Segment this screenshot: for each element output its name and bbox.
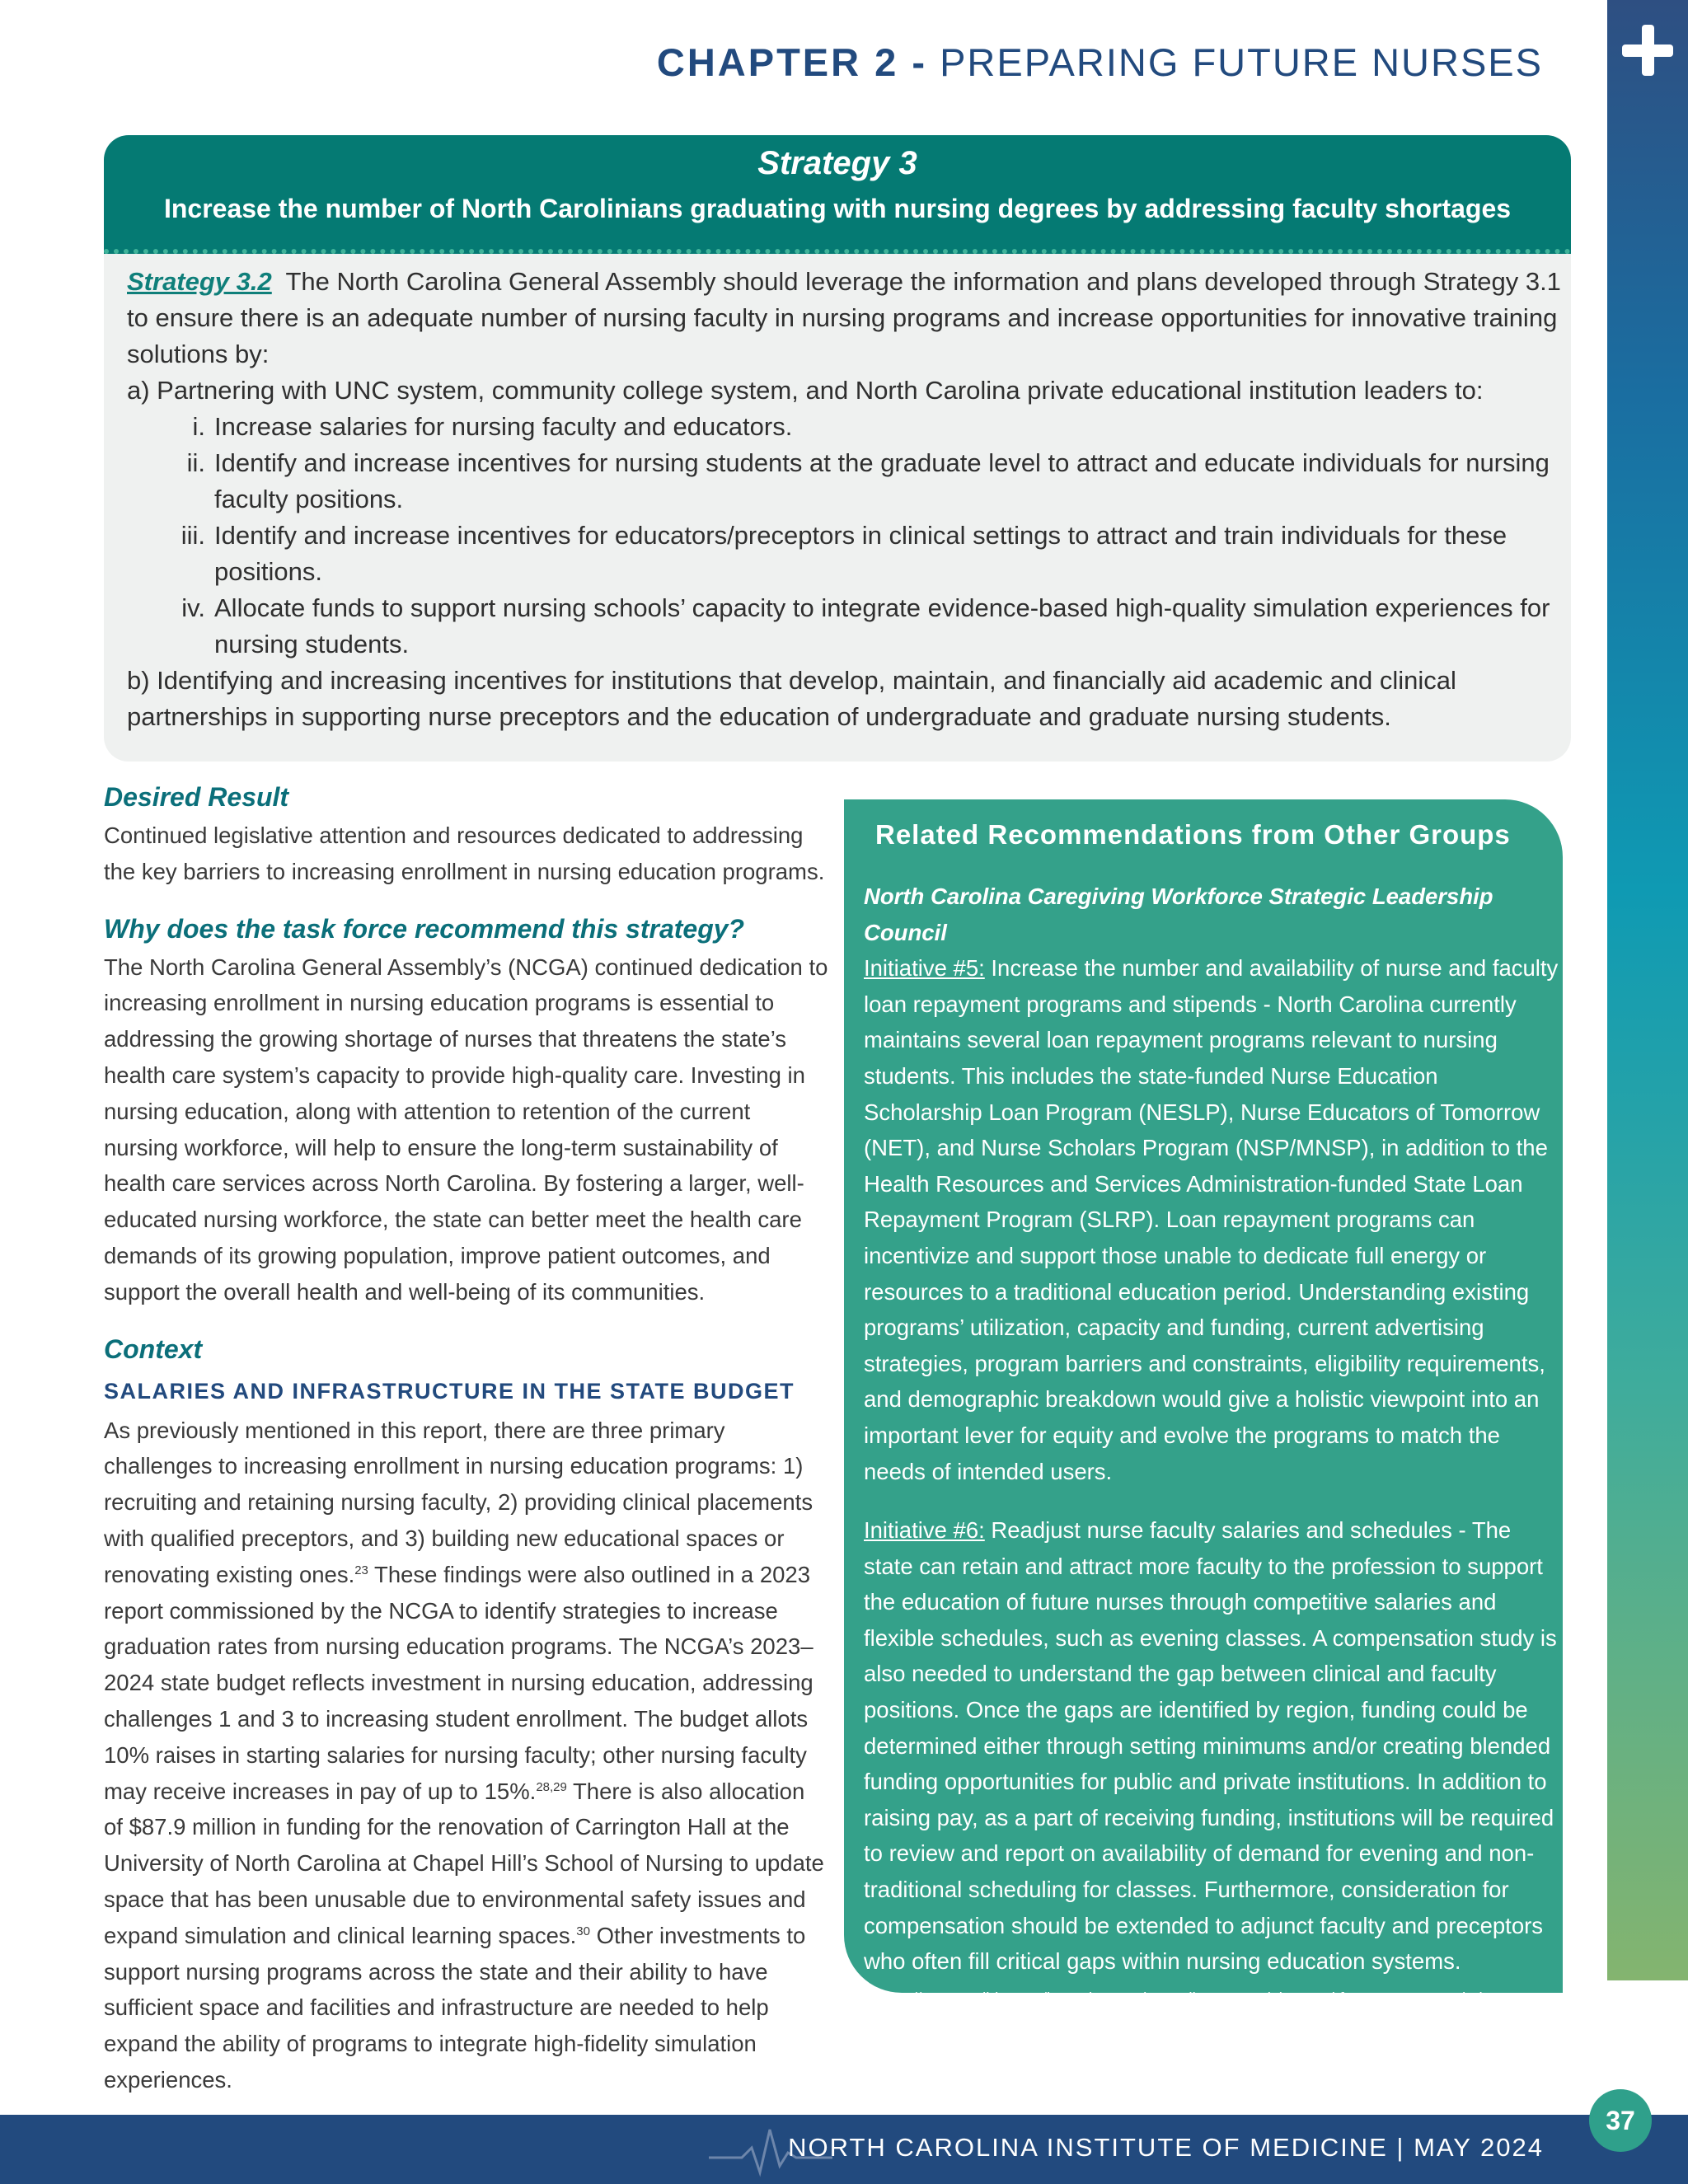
strategy-box: [104, 135, 1571, 762]
desired-result-text: Continued legislative attention and resources dedicated to addressing the key barriers to increasing enrollment in nursing education programs.: [104, 823, 825, 884]
initiative-5-text: Increase the number and availability of nurse and faculty loan repayment programs and stipends - North Carolina currently maintains several loan repayment programs relevant to nursing students. This includes the state-funded Nurse Education Scholarship Loan Program (NESLP), Nurse Educators of Tomorrow (NET), and Nurse Scholars Program (NSP/MNSP), in addition to the Health Resources and Services Administration-funded State Loan Repayment Program (SLRP). Loan repayment programs can incentivize and support those unable to dedicate full energy or resources to a traditional education period. Understanding existing programs’ utilization, capacity and funding, current advertising strategies, program barriers and constraints, eligibility requirements, and demographic breakdown would give a holistic viewpoint into an important lever for equity and evolve the programs to match the needs of intended users.: [864, 955, 1559, 1484]
context-part: Other investments to support nursing programs across the state and their ability to have sufficient space and facilities and infrastructure are needed to help expand the ability of programs to integrate high-fidelity simulation experiences.: [104, 1922, 806, 2093]
initiative-5: [864, 950, 1560, 1489]
why-text: The North Carolina General Assembly’s (NCGA) continued dedication to increasing enrollment in nursing education programs is essential to addressing the growing shortage of nurses that threatens the state’s health care system’s capacity to provide high-quality care. Investing in nursing education, along with attention to retention of the current nursing workforce, will help to ensure the long-term sustainability of health care services across North Carolina. By fostering a larger, well-educated nursing workforce, the state can better meet the health care demands of its growing population, improve patient outcomes, and support the overall health and well-being of its communities.: [104, 954, 828, 1305]
left-column: [104, 776, 829, 2098]
strategy-item-b: b) Identifying and increasing incentives for institutions that develop, maintain, and financially aid academic and clinical partnerships in supporting nurse preceptors and the education of undergraduate and graduate nursing students.: [127, 666, 1456, 731]
initiative-6-text: Readjust nurse faculty salaries and schedules - The state can retain and attract more faculty to the profession to support the education of future nurses through competitive salaries and flexible schedules, such as evening classes. A compensation study is also needed to understand the gap between clinical and faculty positions. Once the gaps are identified by region, funding could be determined either through setting minimums and/or creating blended funding opportunities for public and private institutions. In addition to raising pay, as a part of receiving funding, institutions will be required to review and report on availability of demand for evening and non-traditional scheduling for classes. Furthermore, consideration for compensation should be extended to adjunct faculty and preceptors who often fill critical gaps within nursing education systems.: [864, 1517, 1557, 1975]
context-part: As previously mentioned in this report, there are three primary challenges to increasing enrollment in nursing education programs: 1) recruiting and retaining nursing faculty, 2) providing clinical placements with qualified preceptors, and 3) building new educational spaces or renovating existing ones.: [104, 1417, 814, 1587]
chapter-title: [657, 40, 1543, 85]
strategy-sub-item: [127, 590, 1571, 663]
side-gradient-bar: [1607, 0, 1688, 1980]
strategy-intro-text: The North Carolina General Assembly should leverage the information and plans developed through Strategy 3.1 to ensure there is an adequate number of nursing faculty in nursing programs and increase opportunities for innovative training solutions by:: [127, 267, 1561, 368]
footer: [0, 2115, 1688, 2184]
context-part: These findings were also outlined in a 2023 report commissioned by the NCGA to identify strategies to increase graduation rates from nursing education programs. The NCGA’s 2023–2024 state budget reflects investment in nursing education, addressing challenges 1 and 3 to increasing student enrollment. The budget allots 10% raises in starting salaries for nursing faculty; other nursing faculty may receive increases in pay of up to 15%.: [104, 1561, 814, 1804]
salaries-heading: SALARIES AND INFRASTRUCTURE IN THE STATE BUDGET: [104, 1378, 795, 1404]
footer-text: [788, 2133, 1544, 2163]
sub-item-number: iv.: [181, 593, 205, 622]
footnote-ref: 30: [576, 1924, 590, 1938]
sub-item-number: iii.: [181, 521, 205, 550]
sub-item-text: Increase salaries for nursing faculty and educators.: [214, 412, 793, 441]
strategy-subtitle: Increase the number of North Carolinians graduating with nursing degrees by addressing faculty shortages: [163, 194, 1512, 223]
sub-item-text: Identify and increase incentives for nursing students at the graduate level to attract and educate individuals for nursing faculty positions.: [214, 448, 1550, 513]
footer-date: MAY 2024: [1414, 2133, 1544, 2162]
strategy-label: Strategy 3.2: [127, 267, 272, 296]
strategy-header: [104, 135, 1571, 254]
chapter-label: CHAPTER 2 -: [656, 40, 927, 84]
related-body: [864, 879, 1560, 2032]
related-recommendations-box: [844, 799, 1563, 2030]
context-heading: Context: [104, 1333, 203, 1364]
council-name: North Carolina Caregiving Workforce Strategic Leadership Council: [864, 883, 1493, 945]
strategy-title: Strategy 3: [757, 145, 917, 181]
sub-item-text: Allocate funds to support nursing schools’ capacity to integrate evidence-based high-quality simulation experiences for nursing students.: [214, 593, 1550, 658]
strategy-sub-item: [127, 409, 1571, 445]
context-text: [104, 1413, 829, 2098]
sub-item-number: i.: [192, 412, 205, 441]
source-link[interactable]: https://www.ncdhhs.gov/investing-north-carolinas-caregiving-workforce-recommendations-strengthen-north-carolinas-nursing/download?attachment: [872, 1989, 1513, 2030]
initiative-6: [864, 1512, 1560, 1980]
sub-item-text: Identify and increase incentives for educators/preceptors in clinical settings to attract and train individuals for these positions.: [214, 521, 1507, 586]
why-heading: Why does the task force recommend this strategy?: [104, 913, 745, 944]
initiative-6-label: Initiative #6:: [864, 1517, 985, 1544]
related-title: Related Recommendations from Other Groups: [875, 819, 1511, 850]
strategy-body: [104, 254, 1571, 735]
footer-org: NORTH CAROLINA INSTITUTE OF MEDICINE: [788, 2133, 1388, 2162]
footnote-ref: 28,29: [536, 1779, 567, 1794]
initiative-5-label: Initiative #5:: [864, 955, 985, 982]
chapter-title-text: PREPARING FUTURE NURSES: [940, 40, 1543, 84]
strategy-intro: [127, 264, 1571, 373]
desired-result-heading: Desired Result: [104, 782, 289, 812]
sub-item-number: ii.: [186, 448, 205, 477]
footnote-ref: 23: [354, 1563, 368, 1577]
strategy-sub-item: [127, 518, 1571, 590]
context-part: There is also allocation of $87.9 million in funding for the renovation of Carrington Hall at the University of North Carolina at Chapel Hill’s School of Nursing to update space that has been unusable due to environmental safety issues and expand simulation and clinical learning spaces.: [104, 1778, 824, 1948]
plus-icon: [1622, 25, 1673, 76]
footer-separator: |: [1396, 2133, 1405, 2162]
page-number: 37: [1589, 2089, 1652, 2152]
strategy-sub-item: [127, 445, 1571, 518]
strategy-item-a: a) Partnering with UNC system, community college system, and North Carolina private educational institution leaders to:: [127, 376, 1484, 405]
